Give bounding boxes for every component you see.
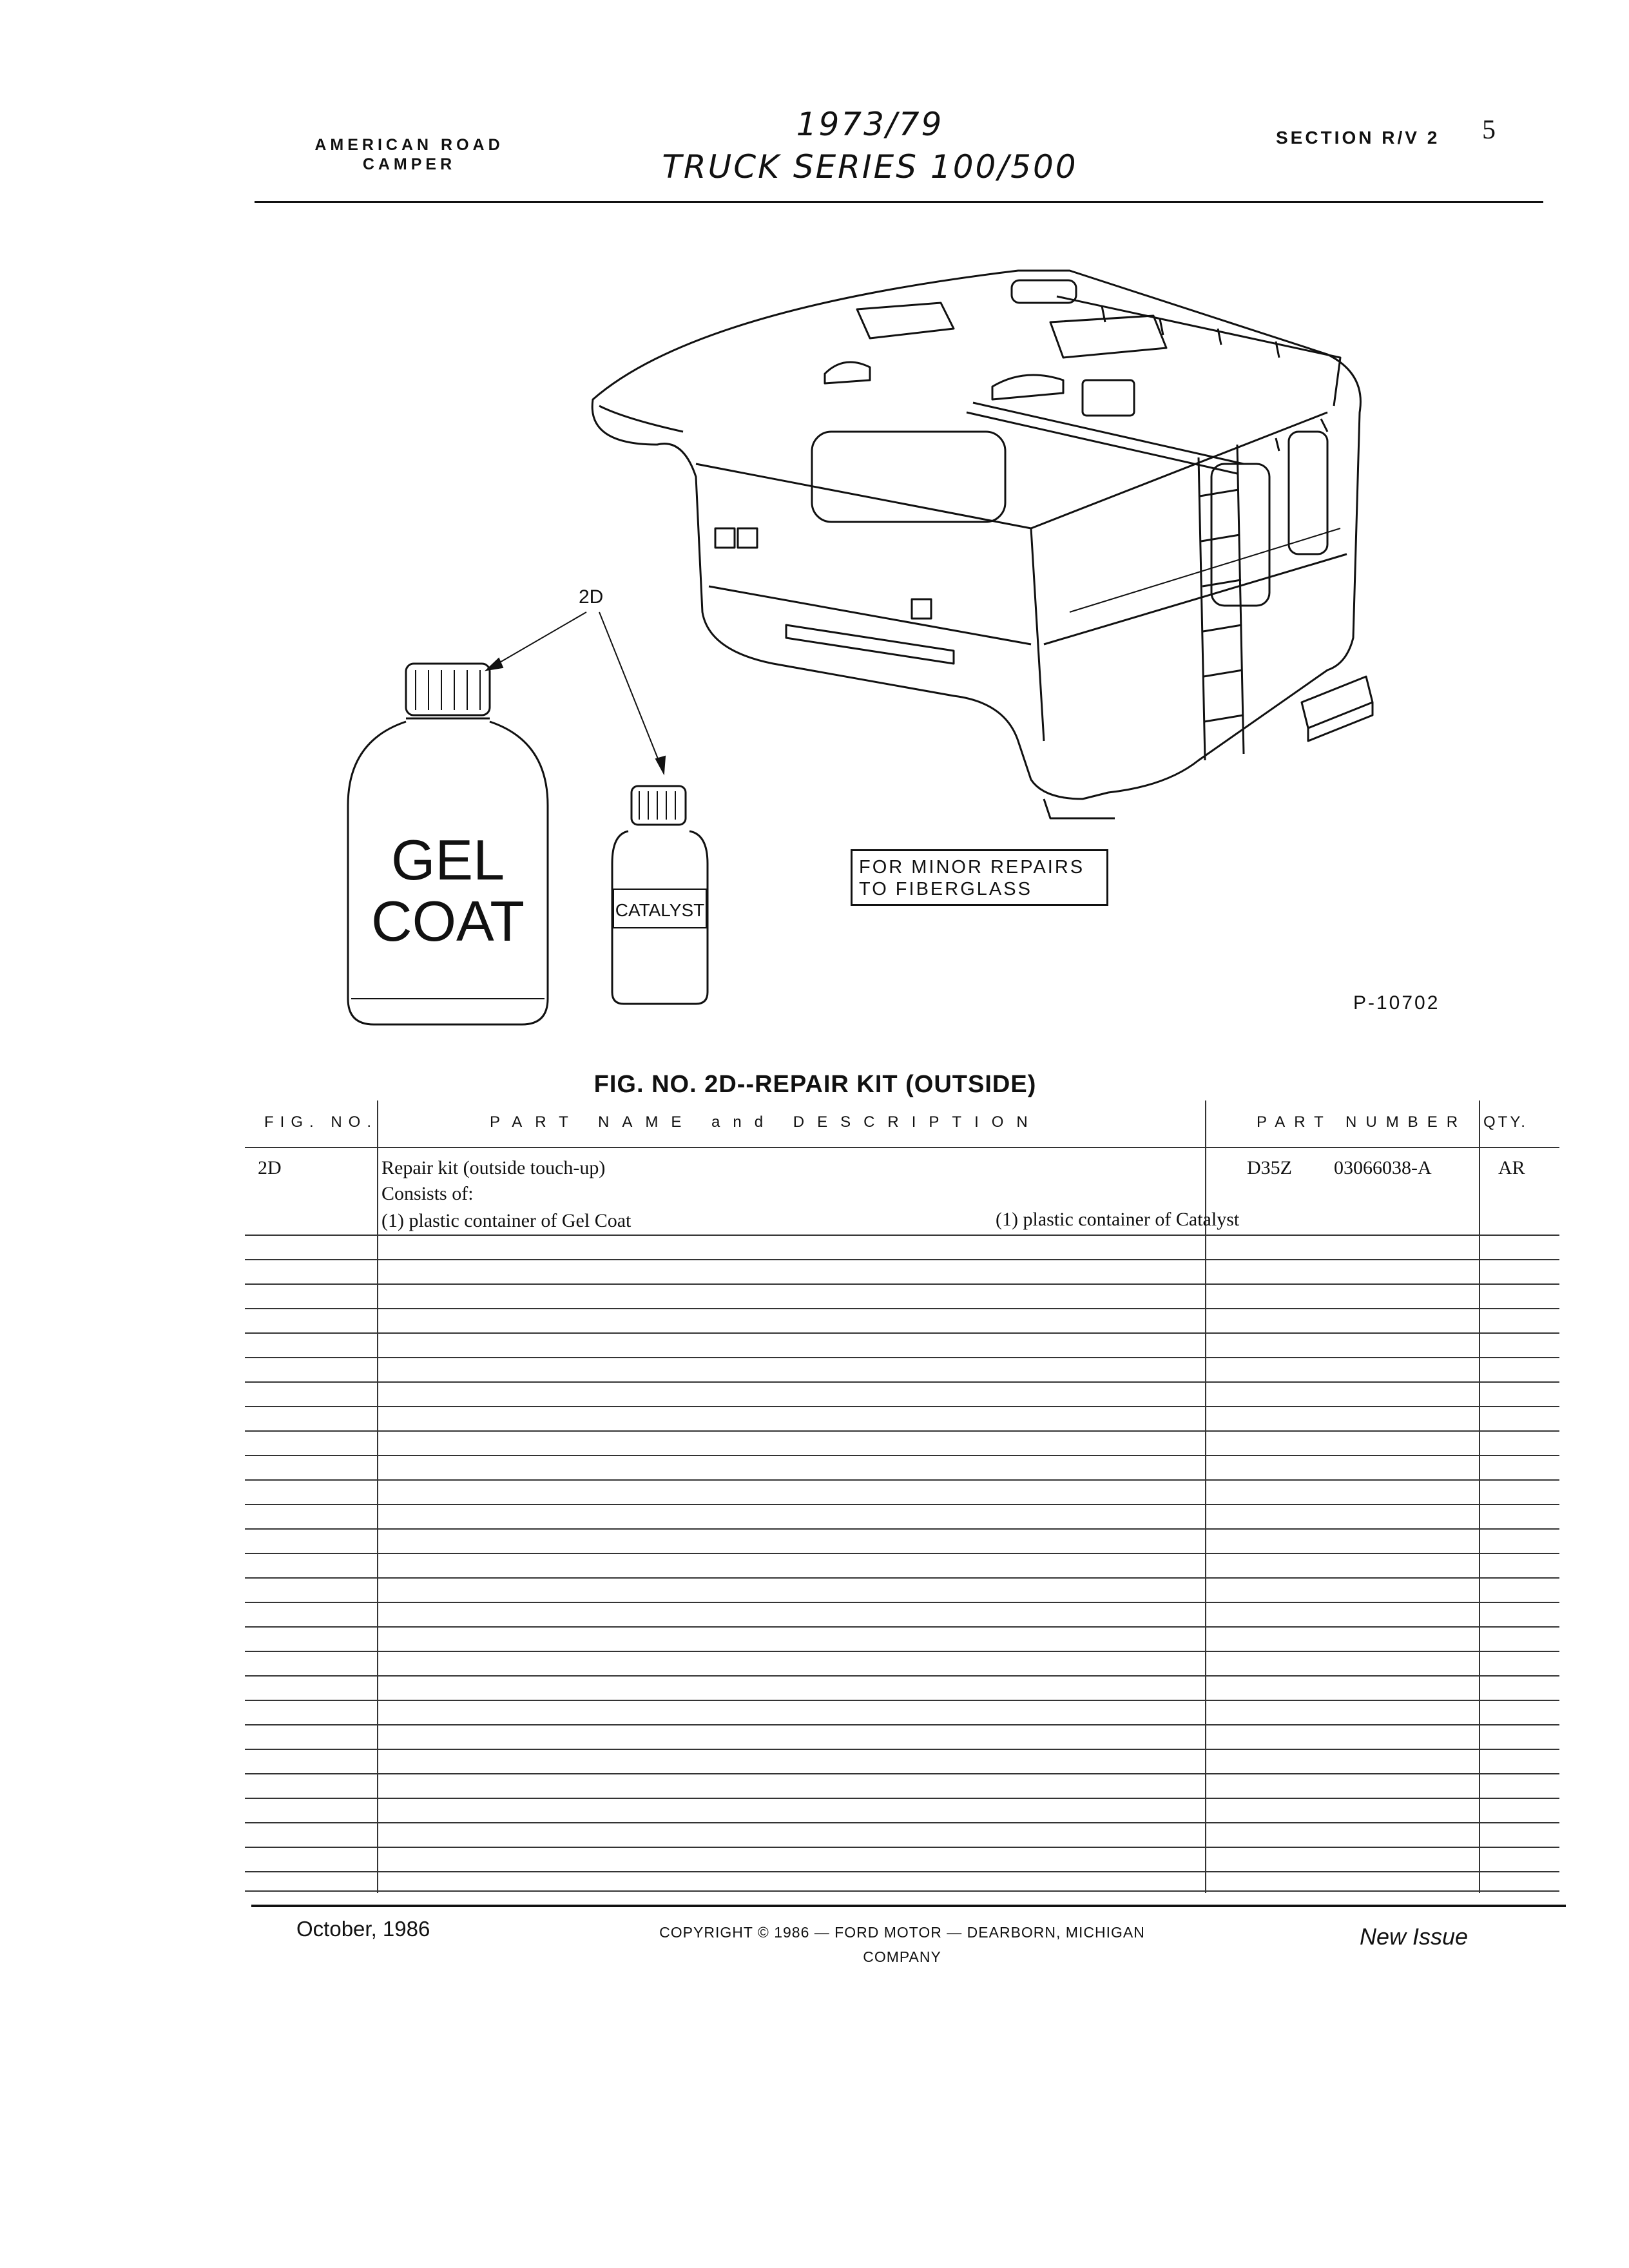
row-rule xyxy=(245,1822,1559,1823)
row-rule xyxy=(245,1479,1559,1481)
illustration-svg xyxy=(322,251,1431,1063)
catalyst-label: CATALYST xyxy=(615,900,705,920)
header-fig-no: FIG. NO. xyxy=(264,1113,378,1131)
row-rule xyxy=(245,1651,1559,1652)
page-number: 5 xyxy=(1482,115,1496,145)
row-rule xyxy=(245,1700,1559,1701)
row-rule xyxy=(245,1430,1559,1432)
brand-line-2: CAMPER xyxy=(362,155,456,173)
row-rule xyxy=(245,1724,1559,1725)
gel-label: GEL xyxy=(390,828,505,892)
row-rule xyxy=(245,1626,1559,1628)
row1-qty: AR xyxy=(1498,1157,1525,1178)
figure-reference: P-10702 xyxy=(1353,992,1440,1014)
catalyst-bottle xyxy=(612,786,708,1004)
row1-part-number: 03066038-A xyxy=(1334,1157,1432,1178)
footer-rule xyxy=(251,1905,1566,1907)
row-rule xyxy=(245,1675,1559,1677)
row-rule xyxy=(245,1308,1559,1309)
header-qty: QTY. xyxy=(1483,1113,1528,1131)
row-rule xyxy=(245,1871,1559,1872)
repair-note-box xyxy=(851,849,1108,906)
row3-desc-2: (1) plastic container of Catalyst xyxy=(996,1209,1240,1230)
row-rule xyxy=(245,1332,1559,1334)
row1-fig: 2D xyxy=(258,1157,282,1178)
table-bottom-rule xyxy=(245,1890,1559,1892)
callout-leaders xyxy=(487,612,665,773)
row-rule xyxy=(245,1504,1559,1505)
row-rule xyxy=(245,1847,1559,1848)
row-rule xyxy=(245,1259,1559,1260)
issue-status: New Issue xyxy=(1360,1923,1469,1950)
row-rule xyxy=(245,1798,1559,1799)
row-rule xyxy=(245,1406,1559,1407)
title-series: TRUCK SERIES 100/500 xyxy=(662,148,1078,186)
parts-table xyxy=(245,1100,1559,1893)
row3-desc: (1) plastic container of Gel Coat xyxy=(381,1210,631,1231)
row1-desc: Repair kit (outside touch-up) xyxy=(381,1157,606,1178)
row-rule xyxy=(245,1749,1559,1750)
callout-2d: 2D xyxy=(579,586,604,608)
row-rule xyxy=(245,1283,1559,1285)
publisher-name xyxy=(303,135,516,174)
row-rule xyxy=(245,1577,1559,1579)
row-rule xyxy=(245,1381,1559,1383)
copyright-notice xyxy=(619,1920,1186,1969)
header-part-name: PART NAME and DESCRIPTION xyxy=(490,1113,1041,1131)
copyright-line-2: COMPANY xyxy=(863,1948,941,1965)
brand-line-1: AMERICAN ROAD xyxy=(314,136,504,154)
repair-kit-illustration xyxy=(322,251,1431,1063)
row-rule xyxy=(245,1773,1559,1774)
row-rule xyxy=(245,1455,1559,1456)
row-rule xyxy=(245,1602,1559,1603)
repair-note-line-1: FOR MINOR REPAIRS xyxy=(859,857,1085,878)
copyright-line-1: COPYRIGHT © 1986 — FORD MOTOR — DEARBORN, MICHIGAN xyxy=(659,1924,1145,1941)
header-part-number: PART NUMBER xyxy=(1257,1113,1467,1131)
figure-caption: FIG. NO. 2D--REPAIR KIT (OUTSIDE) xyxy=(593,1071,1037,1098)
title-years: 1973/79 xyxy=(796,106,944,143)
repair-note-line-2: TO FIBERGLASS xyxy=(859,879,1032,899)
row-rule xyxy=(245,1235,1559,1236)
section-label: SECTION R/V 2 xyxy=(1276,128,1440,148)
row-rule xyxy=(245,1528,1559,1530)
header-rule xyxy=(255,201,1543,203)
document-title xyxy=(644,103,1095,188)
row1-part-prefix: D35Z xyxy=(1247,1157,1292,1178)
issue-date: October, 1986 xyxy=(296,1917,430,1941)
row-rule xyxy=(245,1553,1559,1554)
camper-drawing xyxy=(592,271,1373,818)
row-rule xyxy=(245,1357,1559,1358)
coat-label: COAT xyxy=(371,889,525,953)
header-rule xyxy=(245,1147,1559,1148)
row2-desc: Consists of: xyxy=(381,1183,474,1204)
